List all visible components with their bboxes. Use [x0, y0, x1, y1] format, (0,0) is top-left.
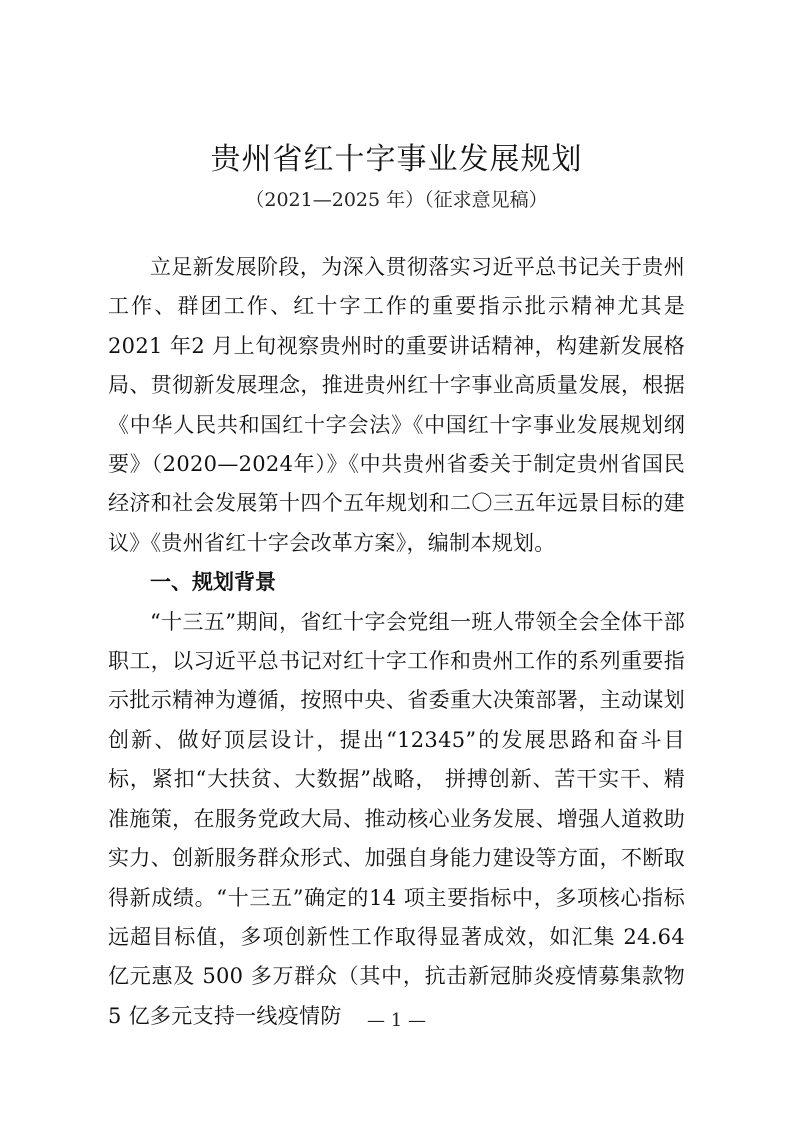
- document-subtitle: （2021—2025 年）（征求意见稿）: [245, 189, 548, 211]
- document-title: 贵州省红十字事业发展规划: [210, 142, 583, 177]
- intro-paragraph: 立足新发展阶段，为深入贯彻落实习近平总书记关于贵州工作、群团工作、红十字工作的重要指示批示精神尤其是2021 年2 月上旬视察贵州时的重要讲话精神，构建新发展格局、贯彻新发展理念，推进贵州红十字事业高质量发展，根据《中华人民共和国红十字会法》《中国红十字事业发展规划纲要》（2020—2024年）》《中共贵州省委关于制定贵州省国民经济和社会发展第十四个五年规划和二〇三五年远景目标的建议》《贵州省红十字会改革方案》，编制本规划。: [108, 255, 685, 555]
- page-number: — 1 —: [367, 1010, 426, 1031]
- background-paragraph: “十三五”期间，省红十字会党组一班人带领全会全体干部职工，以习近平总书记对红十字工作和贵州工作的系列重要指示批示精神为遵循，按照中央、省委重大决策部署，主动谋划创新、做好顶层设计，提出“12345”的发展思路和奋斗目标，紧扣“大扶贫、大数据”战略， 拼搏创新、苦干实干、精准施策，在服务党政大局、推动核心业务发展、增强人道救助实力、创新服务群众形式、加强自身能力建设等方面，不断取得新成绩。“十三五”确定的14 项主要指标中，多项核心指标远超目标值，多项创新性工作取得显著成效，如汇集 24.64 亿元惠及 500 多万群众（其中，抗击新冠肺炎疫情募集款物 5 亿多元支持一线疫情防: [108, 609, 685, 1028]
- section-heading-background: 一、规划背景: [150, 570, 276, 595]
